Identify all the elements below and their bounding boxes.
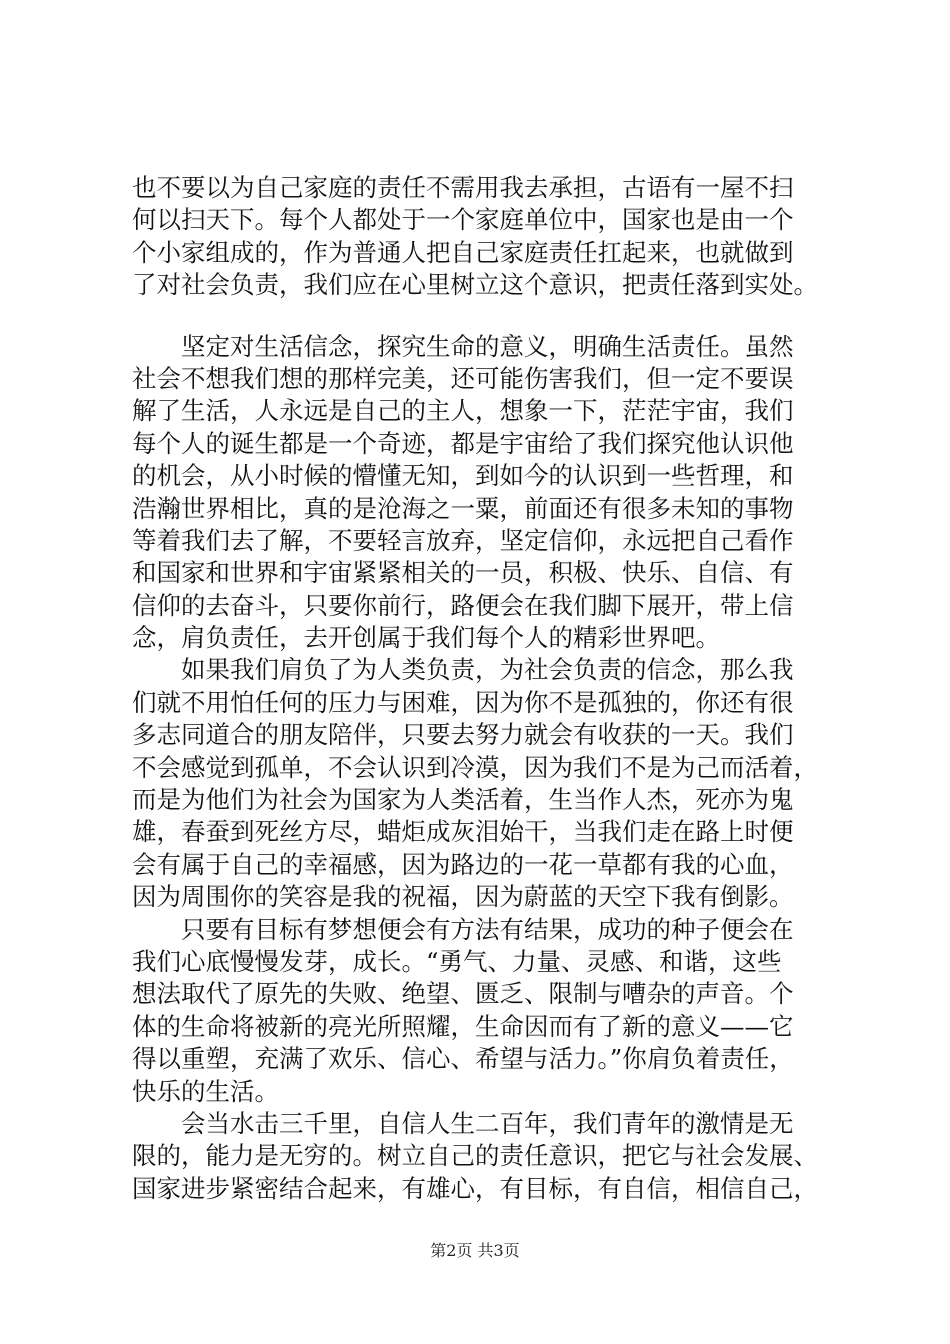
text-line: 多志同道合的朋友陪伴，只要去努力就会有收获的一天。我们 bbox=[132, 720, 794, 750]
text-line: 了对社会负责，我们应在心里树立这个意识，把责任落到实处。 bbox=[132, 270, 818, 300]
text-line: 浩瀚世界相比，真的是沧海之一粟，前面还有很多未知的事物 bbox=[132, 493, 794, 523]
text-line: 和国家和世界和宇宙紧紧相关的一员，积极、快乐、自信、有 bbox=[132, 558, 794, 588]
text-line: 国家进步紧密结合起来，有雄心，有目标，有自信，相信自己， bbox=[132, 1173, 818, 1203]
text-line: 不会感觉到孤单，不会认识到冷漠，因为我们不是为己而活着， bbox=[132, 752, 818, 782]
paragraph-2 bbox=[132, 331, 832, 655]
text-line: 体的生命将被新的亮光所照耀，生命因而有了新的意义——它 bbox=[132, 1011, 794, 1041]
paragraph-5 bbox=[132, 1108, 832, 1205]
text-line: 每个人的诞生都是一个奇迹，都是宇宙给了我们探究他认识他 bbox=[132, 428, 794, 458]
text-line: 们就不用怕任何的压力与困难，因为你不是孤独的，你还有很 bbox=[132, 687, 794, 717]
text-line: 想法取代了原先的失败、绝望、匮乏、限制与嘈杂的声音。个 bbox=[132, 979, 794, 1009]
text-line: 因为周围你的笑容是我的祝福，因为蔚蓝的天空下我有倒影。 bbox=[132, 882, 794, 912]
page-number-footer: 第2页 共3页 bbox=[430, 1241, 520, 1260]
paragraph-3 bbox=[132, 654, 832, 913]
text-line: 何以扫天下。每个人都处于一个家庭单位中，国家也是由一个 bbox=[132, 205, 794, 235]
text-line: 个小家组成的，作为普通人把自己家庭责任扛起来，也就做到 bbox=[132, 237, 794, 267]
text-line: 而是为他们为社会为国家为人类活着，生当作人杰，死亦为鬼 bbox=[132, 785, 794, 815]
text-line: 只要有目标有梦想便会有方法有结果，成功的种子便会在 bbox=[132, 914, 794, 944]
text-line: 等着我们去了解，不要轻言放弃，坚定信仰，永远把自己看作 bbox=[132, 525, 794, 555]
paragraph-1 bbox=[132, 172, 832, 302]
text-line: 快乐的生活。 bbox=[132, 1076, 279, 1106]
text-line: 也不要以为自己家庭的责任不需用我去承担，古语有一屋不扫 bbox=[132, 173, 794, 202]
text-line: 限的，能力是无穷的。树立自己的责任意识，把它与社会发展、 bbox=[132, 1141, 818, 1171]
document-body bbox=[132, 172, 832, 1205]
text-line: 念，肩负责任，去开创属于我们每个人的精彩世界吧。 bbox=[132, 623, 720, 653]
text-line: 坚定对生活信念，探究生命的意义，明确生活责任。虽然 bbox=[132, 331, 794, 361]
paragraph-4 bbox=[132, 914, 832, 1108]
text-line: 得以重塑，充满了欢乐、信心、希望与活力。”你肩负着责任， bbox=[132, 1044, 794, 1074]
text-line: 信仰的去奋斗，只要你前行，路便会在我们脚下展开，带上信 bbox=[132, 590, 794, 620]
text-line: 会有属于自己的幸福感，因为路边的一花一草都有我的心血， bbox=[132, 849, 794, 879]
text-line: 社会不想我们想的那样完美，还可能伤害我们，但一定不要误 bbox=[132, 363, 794, 393]
text-line: 解了生活，人永远是自己的主人，想象一下，茫茫宇宙，我们 bbox=[132, 396, 794, 426]
text-line: 的机会，从小时候的懵懂无知，到如今的认识到一些哲理，和 bbox=[132, 461, 794, 491]
paragraph-spacer bbox=[132, 302, 832, 331]
text-line: 会当水击三千里，自信人生二百年，我们青年的激情是无 bbox=[132, 1108, 794, 1138]
text-line: 如果我们肩负了为人类负责，为社会负责的信念，那么我 bbox=[132, 655, 794, 685]
text-line: 雄，春蚕到死丝方尽，蜡炬成灰泪始干，当我们走在路上时便 bbox=[132, 817, 794, 847]
text-line: 我们心底慢慢发芽，成长。“勇气、力量、灵感、和谐，这些 bbox=[132, 946, 782, 976]
